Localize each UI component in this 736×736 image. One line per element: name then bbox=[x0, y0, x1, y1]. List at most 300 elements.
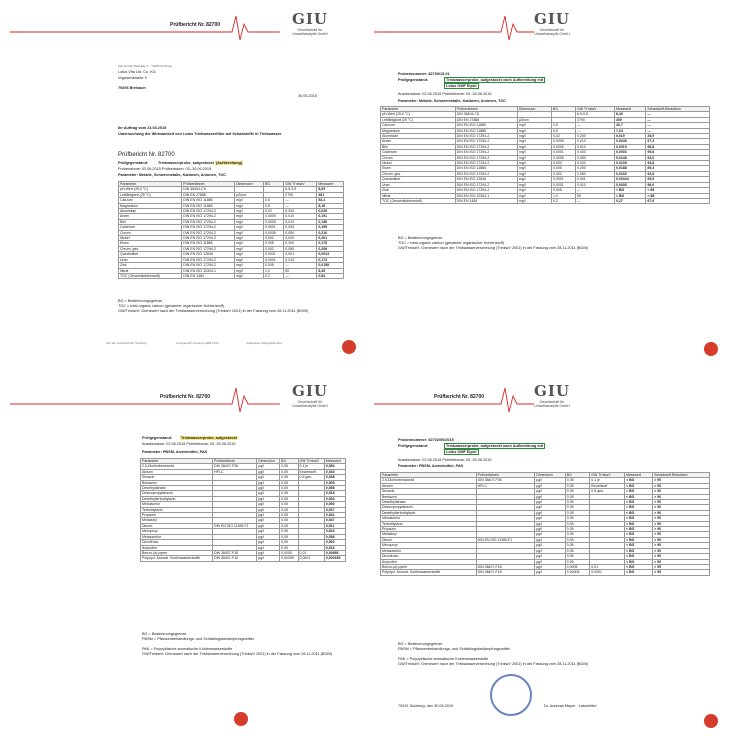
table-cell: DIN EN ISO 17294-2 bbox=[455, 144, 517, 149]
table-cell: 0,05 bbox=[280, 507, 298, 512]
table-cell: 94,8 bbox=[646, 161, 710, 166]
table-cell: 0,019 bbox=[614, 134, 645, 139]
table-cell: 0,005 bbox=[264, 241, 284, 246]
table-cell: DIN 38407-F18 bbox=[476, 570, 535, 575]
table-cell: µg/l bbox=[257, 491, 280, 496]
table-cell: 0,010 bbox=[575, 139, 614, 144]
table-cell: Polycycl. Aromat. Kohlenwasserstoffe bbox=[381, 570, 477, 575]
table-cell: Chrom, ges. bbox=[381, 171, 456, 176]
sample-value: Trinkwasserprobe, aufgestockt nach Aufbereitung mit bbox=[446, 78, 544, 82]
table-cell: 0,02 bbox=[264, 209, 284, 214]
table-cell: > 90 bbox=[653, 516, 710, 521]
table-cell: mg/l bbox=[235, 203, 264, 208]
results-table bbox=[140, 458, 346, 562]
table-cell: µg/l bbox=[257, 550, 280, 555]
results-table bbox=[380, 472, 710, 576]
sample-value: Trinkwasserprobe, aufgestockt bbox=[181, 436, 237, 440]
table-cell: µg/l bbox=[257, 469, 280, 474]
sender-line: GIU GmbH Talstraße 2 · 79295 Sulzburg bbox=[118, 64, 173, 68]
table-cell: 0,0158 bbox=[317, 263, 344, 268]
table-cell: µg/l bbox=[257, 502, 280, 507]
sample-number: Probennummer: 82702/00/2015 bbox=[398, 438, 454, 442]
table-cell: 40,7 bbox=[614, 123, 645, 128]
table-cell: DIN EN ISO 17294-2 bbox=[455, 182, 517, 187]
table-cell: Cadmium bbox=[119, 225, 182, 230]
table-cell: 0,0001 bbox=[590, 570, 625, 575]
note: PAK = Polyzyklische aromatische Kohlenwasserstoffe bbox=[398, 657, 489, 661]
table-cell: Cadmium bbox=[381, 150, 456, 155]
table-cell: 0,0035 bbox=[614, 182, 645, 187]
table-cell: 0,5 bbox=[552, 123, 576, 128]
table-cell: Aluminium bbox=[381, 134, 456, 139]
table-cell: µg/l bbox=[257, 496, 280, 501]
table-cell: 0,002 bbox=[552, 171, 576, 176]
table-cell: 6,5-9,5 bbox=[284, 187, 317, 192]
table-cell: Polycycl. Aromat. Kohlenwasserstoffe bbox=[141, 556, 213, 561]
table-row bbox=[381, 570, 710, 575]
table-cell: µg/l bbox=[257, 518, 280, 523]
table-cell: Nitrat bbox=[119, 268, 182, 273]
giu-logo: GIU Gesellschaft für Umweltanalytik GmbH bbox=[292, 10, 328, 36]
table-cell: > 90 bbox=[653, 559, 710, 564]
table-cell: mg/l bbox=[235, 257, 264, 262]
table-cell: 0,0005 bbox=[280, 550, 298, 555]
table-cell: Calcium bbox=[119, 198, 182, 203]
table-cell: 0,547 bbox=[324, 518, 345, 523]
table-cell: µS/cm bbox=[235, 192, 264, 197]
table-row bbox=[141, 556, 346, 561]
table-cell: 99,8 bbox=[646, 150, 710, 155]
table-cell: mg/l bbox=[235, 214, 264, 219]
table-cell: µg/l bbox=[535, 478, 566, 483]
table-cell: 0,000185 bbox=[324, 556, 345, 561]
column-header: Messwert bbox=[625, 473, 653, 478]
column-header: Dimension bbox=[535, 473, 566, 478]
column-header: Parameter bbox=[381, 473, 477, 478]
table-cell: Desethylatrazin bbox=[141, 486, 213, 491]
table-cell: 0,050 bbox=[575, 155, 614, 160]
table-cell: DIN EN ISO 17294-2 bbox=[182, 219, 235, 224]
table-cell: 50 bbox=[575, 193, 614, 198]
table-cell: DIN EN ISO 11885 bbox=[182, 203, 235, 208]
table-cell: Eisen bbox=[381, 166, 456, 171]
table-cell: mg/l bbox=[235, 219, 264, 224]
table-cell: µg/l bbox=[535, 570, 566, 575]
page-header bbox=[10, 6, 362, 48]
table-cell: 0,003 bbox=[575, 150, 614, 155]
table-cell: 2,6-Dichlorbenzamid bbox=[141, 464, 213, 469]
table-cell: Zink bbox=[119, 263, 182, 268]
table-cell: 0,0146 bbox=[614, 155, 645, 160]
signature-place-date: 79291 Sulzburg, den 30.06.2015 bbox=[398, 704, 454, 708]
table-cell: 0,2 bbox=[552, 198, 576, 203]
column-header: BG bbox=[565, 473, 589, 478]
table-cell: DIN EN ISO 17294-2 bbox=[182, 236, 235, 241]
table-cell: 0,050 bbox=[284, 230, 317, 235]
table-cell: 50 bbox=[284, 268, 317, 273]
table-cell: µg/l bbox=[257, 513, 280, 518]
table-cell: 0,010 bbox=[284, 257, 317, 262]
table-cell: DIN 38407-F18 bbox=[213, 556, 257, 561]
table-cell: 0,199 bbox=[317, 225, 344, 230]
table-cell: 0,502 bbox=[324, 540, 345, 545]
table-cell: 0,002 bbox=[264, 246, 284, 251]
table-cell: 0,002 bbox=[264, 236, 284, 241]
table-cell: 0,01 bbox=[298, 550, 324, 555]
table-cell: < BG bbox=[625, 564, 653, 569]
table-cell: DIN EN ISO 17294-2 bbox=[182, 214, 235, 219]
table-cell: — bbox=[575, 198, 614, 203]
table-cell: µg/l bbox=[535, 564, 566, 569]
table-cell: mg/l bbox=[517, 144, 551, 149]
note: PBSM = Pflanzenbehandlungs- und Schädlingsbekämpfungsmittel bbox=[142, 637, 254, 641]
table-cell: 0,05 bbox=[565, 483, 589, 488]
table-cell: Zink bbox=[381, 188, 456, 193]
table-cell: 0,540 bbox=[324, 469, 345, 474]
parameter-line: Parameter: Metalle, Schwermetalle, Kationen, Anionen, TOC bbox=[118, 173, 227, 177]
table-cell: < BG bbox=[625, 521, 653, 526]
results-table bbox=[380, 106, 710, 204]
table-cell: Uran bbox=[119, 257, 182, 262]
note: PBSM = Pflanzenbehandlungs- und Schädlingsbekämpfungsmittel bbox=[398, 647, 510, 651]
table-cell: DIN EN ISO 12846 bbox=[182, 252, 235, 257]
accreditation-seal bbox=[704, 714, 718, 728]
table-cell: Quecksilber bbox=[381, 177, 456, 182]
table-cell: DIN 38404-C5 bbox=[455, 112, 517, 117]
table-cell: — bbox=[646, 128, 710, 133]
table-cell: < BG bbox=[625, 505, 653, 510]
order-subject: Untersuchung der Wirksamkeit von Lotus Trinkwasserfilter auf Schadstoffe in Trinkwasser bbox=[118, 132, 282, 136]
table-cell: Bentazon bbox=[381, 494, 477, 499]
order-line: Ihr Auftrag vom 23.03.2015 bbox=[118, 126, 167, 130]
table-cell: 0,5 bbox=[264, 203, 284, 208]
table-cell: DIN EN 1484 bbox=[455, 198, 517, 203]
table-cell: 0,005 bbox=[264, 263, 284, 268]
table-cell: 8,18 bbox=[317, 203, 344, 208]
table-cell: Blei bbox=[119, 219, 182, 224]
table-cell: DIN EN ISO 17294-2 bbox=[182, 225, 235, 230]
sample-info: Ansatzdatum: 02.06.2015 Prüfzeitraum: 03.-30.06.2015 bbox=[398, 92, 492, 96]
table-cell: — bbox=[646, 112, 710, 117]
column-header: GW Tr'nkwV bbox=[284, 182, 317, 187]
table-cell: < BG bbox=[625, 554, 653, 559]
note: BG = Bestimmungsgrenze bbox=[142, 632, 187, 636]
table-cell: µg/l bbox=[257, 540, 280, 545]
table-cell: 0,200 bbox=[575, 166, 614, 171]
table-cell: mg/l bbox=[517, 150, 551, 155]
table-cell: > 90 bbox=[653, 510, 710, 515]
table-cell: DIN EN ISO 12846 bbox=[455, 177, 517, 182]
note: BG = Bestimmungsgrenze bbox=[398, 236, 443, 240]
table-cell: µS/cm bbox=[517, 117, 551, 122]
sample-label: Prüfgegenstand: bbox=[398, 78, 429, 82]
table-cell: HPLC bbox=[213, 469, 257, 474]
table-cell: 97,4 bbox=[646, 139, 710, 144]
table-cell: < BG bbox=[625, 548, 653, 553]
page-header bbox=[10, 378, 362, 420]
table-cell: > 90 bbox=[653, 500, 710, 505]
table-cell: Eisen bbox=[119, 241, 182, 246]
table-cell: 0,175 bbox=[317, 241, 344, 246]
column-header: GW Tr'nkwV bbox=[575, 107, 614, 112]
table-cell: Desisopropylatrazin bbox=[141, 491, 213, 496]
table-cell: Diclofenac bbox=[141, 540, 213, 545]
table-cell: 0,191 bbox=[317, 214, 344, 219]
table-cell: 0,010 bbox=[284, 219, 317, 224]
table-cell: DIN 38404-C5 bbox=[182, 187, 235, 192]
table-cell: 0,010 bbox=[575, 144, 614, 149]
table-cell: 0,05 bbox=[565, 516, 589, 521]
table-cell: 0,0005 bbox=[565, 564, 589, 569]
column-header: BG bbox=[264, 182, 284, 187]
table-cell: 0,511 bbox=[324, 523, 345, 528]
table-cell: 0,0005 bbox=[264, 219, 284, 224]
table-cell: 0,200 bbox=[575, 134, 614, 139]
column-header: Schadstoff-Reduktion bbox=[653, 473, 710, 478]
table-cell: mg/l bbox=[235, 225, 264, 230]
table-cell: DIN EN ISO 11885 bbox=[182, 198, 235, 203]
table-cell: µg/l bbox=[535, 500, 566, 505]
report-page-2 bbox=[374, 6, 726, 358]
table-cell: < BG bbox=[625, 527, 653, 532]
table-cell: — bbox=[284, 273, 317, 278]
table-cell: 53,4 bbox=[317, 198, 344, 203]
table-cell: Chrom, ges. bbox=[119, 246, 182, 251]
table-cell: 1,0 bbox=[552, 193, 576, 198]
table-cell: 0,541 bbox=[324, 513, 345, 518]
table-cell: 0,05 bbox=[280, 496, 298, 501]
table-cell: 0,05 bbox=[565, 489, 589, 494]
table-cell: 0,05 bbox=[565, 521, 589, 526]
table-cell: mg/l bbox=[517, 193, 551, 198]
table-cell: µg/l bbox=[257, 480, 280, 485]
parameter-line: Parameter: PBSM, Arzneimittel, PAK bbox=[142, 450, 208, 454]
column-header: Dimension bbox=[517, 107, 551, 112]
table-cell: DIN 38407-F36 bbox=[213, 464, 257, 469]
table-cell: — bbox=[575, 128, 614, 133]
table-cell: 0,05 bbox=[280, 513, 298, 518]
table-cell: µg/l bbox=[257, 545, 280, 550]
table-cell: 98,8 bbox=[646, 144, 710, 149]
table-cell: 0,5 ges. bbox=[590, 489, 625, 494]
table-cell: 0,026 bbox=[317, 209, 344, 214]
table-cell: 0,005 bbox=[552, 188, 576, 193]
table-cell: 0,05 bbox=[280, 540, 298, 545]
table-cell: µg/l bbox=[257, 464, 280, 469]
table-cell: 0,533 bbox=[324, 496, 345, 501]
table-cell: > 90 bbox=[653, 521, 710, 526]
report-page-3 bbox=[10, 378, 362, 730]
table-cell: Leitfähigkeit (25 °C) bbox=[119, 192, 182, 197]
table-cell: Terbuthylazin bbox=[141, 507, 213, 512]
table-cell: 0,05 bbox=[280, 502, 298, 507]
column-header: BG bbox=[280, 459, 298, 464]
table-cell: DIN EN 27888 bbox=[455, 117, 517, 122]
table-cell: 0,020 bbox=[575, 161, 614, 166]
sample-label: Prüfgegenstand: bbox=[142, 436, 173, 440]
table-cell: Leitfähigkeit (25 °C) bbox=[381, 117, 456, 122]
table-cell: mg/l bbox=[235, 236, 264, 241]
table-cell: 0,158 bbox=[317, 219, 344, 224]
table-cell: Metolachlor bbox=[141, 502, 213, 507]
column-header: Prüfverfahren bbox=[213, 459, 257, 464]
table-cell: mg/l bbox=[517, 198, 551, 203]
table-cell: 0,050 bbox=[575, 171, 614, 176]
table-cell: Metalaxyl bbox=[141, 518, 213, 523]
page-header bbox=[374, 6, 726, 48]
table-cell: Metolachlor bbox=[381, 516, 477, 521]
table-cell: mg/l bbox=[517, 182, 551, 187]
table-cell: 2790 bbox=[575, 117, 614, 122]
table-cell: Arsen bbox=[381, 139, 456, 144]
table-cell: 0,0001 bbox=[552, 182, 576, 187]
table-cell: Nickel bbox=[381, 161, 456, 166]
table-cell: Magnesium bbox=[119, 203, 182, 208]
table-cell: 8,05 bbox=[317, 187, 344, 192]
page-header bbox=[374, 378, 726, 420]
note: GW/TrinkwV: Grenzwert nach der Trinkwasserverordnung (TrinkwV 2001) in der Fassung vom 28.11.2011 (BGBl) bbox=[398, 662, 588, 666]
table-cell: > 90 bbox=[653, 527, 710, 532]
table-cell: Atrazin bbox=[381, 483, 477, 488]
table-cell: Calcium bbox=[381, 123, 456, 128]
report-number: Prüfbericht Nr. 82700 bbox=[170, 22, 221, 28]
accreditation-seal bbox=[234, 712, 248, 726]
table-cell: > 90 bbox=[653, 532, 710, 537]
table-cell: µg/l bbox=[257, 534, 280, 539]
table-cell: TOC (Gesamtkohlenstoff) bbox=[381, 198, 456, 203]
table-cell: 0,05 bbox=[565, 500, 589, 505]
table-cell: µg/l bbox=[535, 505, 566, 510]
table-cell: Diuron bbox=[141, 523, 213, 528]
parameter-line: Parameter: Metalle, Schwermetalle, Kationen, Anionen, TOC bbox=[398, 99, 507, 103]
table-cell: 0,0019 bbox=[614, 144, 645, 149]
table-cell: 0,00005 bbox=[280, 556, 298, 561]
table-cell: Metalaxyl bbox=[381, 532, 477, 537]
table-cell: mg/l bbox=[517, 177, 551, 182]
table-cell: mg/l bbox=[517, 139, 551, 144]
table-cell: 0,206 bbox=[317, 246, 344, 251]
table-cell: 0,05 bbox=[280, 545, 298, 550]
table-cell: 0,2 bbox=[264, 273, 284, 278]
table-cell: < BG bbox=[625, 516, 653, 521]
table-cell: 0,0153 bbox=[614, 171, 645, 176]
table-cell: > 90 bbox=[653, 554, 710, 559]
table-cell: Ibuprofen bbox=[141, 545, 213, 550]
table-cell: mg/l bbox=[517, 171, 551, 176]
table-cell: DIN EN ISO 11885 bbox=[455, 166, 517, 171]
table-cell: — bbox=[575, 123, 614, 128]
table-cell: 0,200 bbox=[284, 241, 317, 246]
table-cell: Diuron bbox=[381, 537, 477, 542]
table-cell: > 90 bbox=[653, 494, 710, 499]
results-table bbox=[118, 181, 344, 279]
table-cell: 0,05 bbox=[280, 529, 298, 534]
table-cell: Simazin bbox=[141, 475, 213, 480]
table-cell: Benzo-(a)-pyren bbox=[141, 550, 213, 555]
table-cell: 92,6 bbox=[646, 171, 710, 176]
table-cell: < BG bbox=[614, 193, 645, 198]
table-cell: DIN EN ISO 17294-2 bbox=[182, 257, 235, 262]
table-cell: Diclofenac bbox=[381, 554, 477, 559]
table-cell: — bbox=[646, 123, 710, 128]
table-cell: µg/l bbox=[535, 559, 566, 564]
table-cell: > 90 bbox=[653, 478, 710, 483]
table-cell: µg/l bbox=[535, 521, 566, 526]
table-cell: µg/l bbox=[535, 510, 566, 515]
table-cell: 309 bbox=[614, 117, 645, 122]
table-cell: 0,0001 bbox=[552, 177, 576, 182]
table-cell: mg/l bbox=[235, 252, 264, 257]
table-cell: — bbox=[284, 263, 317, 268]
table-cell: Desethylatrazin bbox=[381, 500, 477, 505]
table-cell: µg/l bbox=[535, 537, 566, 542]
table-cell: DIN 38407-F36 bbox=[476, 478, 535, 483]
table-cell: 0,05 bbox=[565, 478, 589, 483]
table-cell: 0,003 bbox=[284, 225, 317, 230]
table-cell: < BG bbox=[625, 559, 653, 564]
table-cell: < BG bbox=[625, 543, 653, 548]
table-cell: 67,9 bbox=[646, 198, 710, 203]
table-cell: mg/l bbox=[235, 209, 264, 214]
table-cell: Atrazin bbox=[141, 469, 213, 474]
table-cell: Nickel bbox=[119, 236, 182, 241]
table-cell: 381 bbox=[317, 192, 344, 197]
table-cell: Chrom bbox=[381, 155, 456, 160]
table-cell: 0,0001 bbox=[264, 257, 284, 262]
table-cell: DIN EN ISO 10304-1 bbox=[182, 268, 235, 273]
table-cell: 0,05 bbox=[565, 510, 589, 515]
table-cell: 0,05 bbox=[280, 523, 298, 528]
table-cell: DIN 38407-F18 bbox=[476, 564, 535, 569]
table-cell: 0,05 bbox=[280, 486, 298, 491]
note: BG = Bestimmungsgrenze bbox=[118, 299, 163, 303]
table-cell: 0,200 bbox=[284, 209, 317, 214]
table-cell: 0,00005 bbox=[565, 570, 589, 575]
table-cell: 0,05 bbox=[280, 480, 298, 485]
ecg-line-graphic bbox=[10, 382, 280, 416]
table-cell: 0,050 bbox=[284, 246, 317, 251]
table-cell: µg/l bbox=[257, 507, 280, 512]
table-cell: 0,536 bbox=[324, 534, 345, 539]
table-cell: > 88 bbox=[646, 193, 710, 198]
table-cell: > 90 bbox=[653, 537, 710, 542]
table-cell: 0,0005 bbox=[552, 155, 576, 160]
table-cell: 0,505 bbox=[324, 480, 345, 485]
ecg-line-graphic bbox=[374, 10, 644, 44]
note: GW/TrinkwV: Grenzwert nach der Trinkwasserverordnung (TrinkwV 2001) in der Fassung vom 28.11.2011 (BGBl) bbox=[398, 246, 588, 250]
signature-name: Dr. Andreas Mayer · Laborleiter bbox=[544, 704, 597, 708]
table-cell: 0,020 bbox=[284, 236, 317, 241]
table-cell: 0,010 bbox=[284, 214, 317, 219]
report-page-1 bbox=[10, 6, 362, 358]
table-cell: DIN EN ISO 11885 bbox=[455, 123, 517, 128]
table-cell: 0,554 bbox=[324, 464, 345, 469]
table-cell: < BG bbox=[625, 500, 653, 505]
table-cell: > 90 bbox=[653, 505, 710, 510]
table-cell: Desisopropylatrazin bbox=[381, 505, 477, 510]
table-cell: Chrom bbox=[119, 230, 182, 235]
table-cell: Desethylterbuthylazin bbox=[381, 510, 477, 515]
table-cell: Arsen bbox=[119, 214, 182, 219]
column-header: Dimension bbox=[257, 459, 280, 464]
table-cell: mg/l bbox=[517, 155, 551, 160]
table-cell: > 90 bbox=[653, 483, 710, 488]
table-cell: 0,0105 bbox=[614, 161, 645, 166]
table-cell: 0,548 bbox=[324, 475, 345, 480]
table-cell: µg/l bbox=[257, 523, 280, 528]
giu-logo: GIU Gesellschaft für Umweltanalytik GmbH bbox=[534, 382, 570, 408]
table-cell: mg/l bbox=[235, 230, 264, 235]
